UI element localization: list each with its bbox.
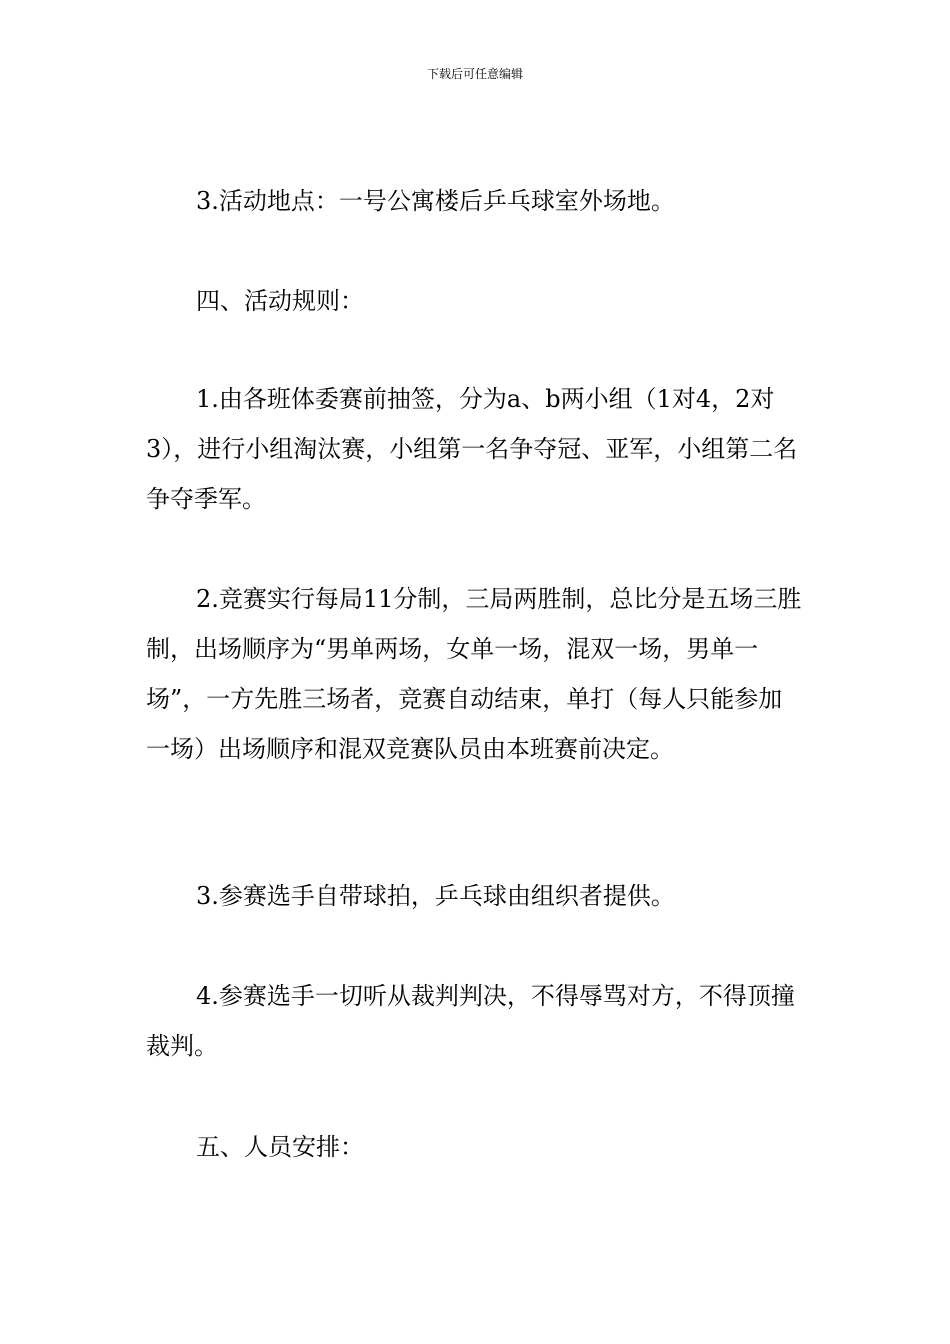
paragraph-rule-4: 4.参赛选手一切听从裁判判决，不得辱骂对方，不得顶撞裁判。 [146, 982, 795, 1060]
section-heading-staffing: 五、人员安排： [196, 1133, 364, 1161]
paragraph-rule-1: 1.由各班体委赛前抽签，分为a、b两小组（1对4，2对3），进行小组淘汰赛，小组第一名争夺冠、亚军，小组第二名争夺季军。 [146, 385, 798, 513]
section-heading-rules: 四、活动规则： [196, 287, 364, 315]
paragraph-activity-location: 3.活动地点：一号公寓楼后乒乓球室外场地。 [196, 187, 675, 215]
paragraph-rule-3: 3.参赛选手自带球拍，乒乓球由组织者提供。 [196, 882, 675, 910]
page-header: 下载后可任意编辑 [426, 67, 523, 81]
paragraph-rule-2: 2.竞赛实行每局11分制，三局两胜制，总比分是五场三胜制，出场顺序为“男单两场，女单一场，混双一场，男单一场”，一方先胜三场者，竞赛自动结束，单打（每人只能参加一场）出场顺序和混双竞赛队员由本班赛前决定。 [146, 585, 802, 763]
